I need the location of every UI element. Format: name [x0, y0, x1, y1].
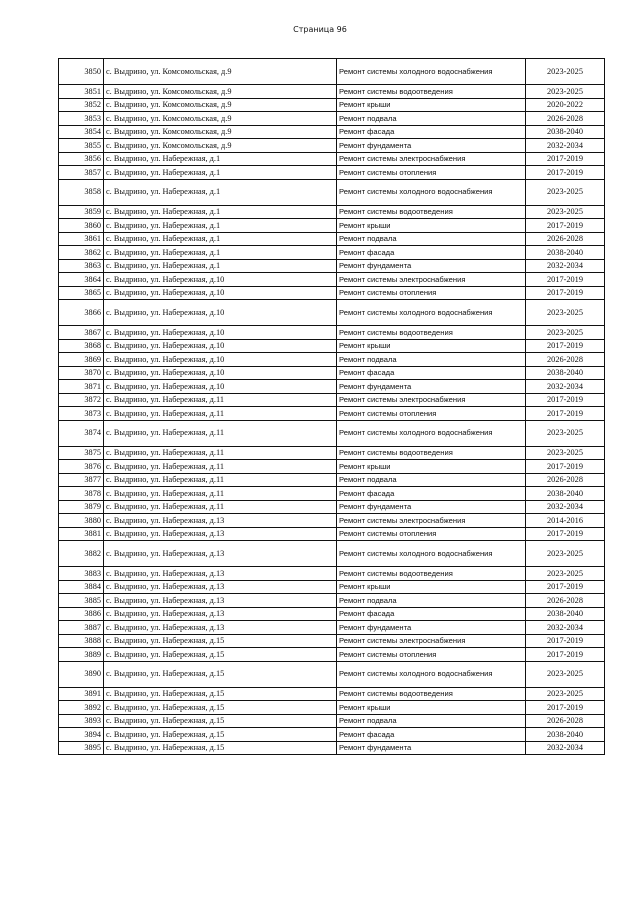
table-row — [59, 634, 605, 648]
row-number: 3894 — [59, 728, 104, 742]
row-number: 3878 — [59, 487, 104, 501]
row-number: 3876 — [59, 460, 104, 474]
work-type-cell: Ремонт системы водоотведения — [337, 85, 526, 99]
row-number: 3874 — [59, 420, 104, 446]
row-number: 3858 — [59, 179, 104, 205]
table-row — [59, 380, 605, 394]
row-number: 3871 — [59, 380, 104, 394]
row-number: 3890 — [59, 661, 104, 687]
period-cell: 2032-2034 — [526, 380, 605, 394]
row-number: 3886 — [59, 607, 104, 621]
address-cell: с. Выдрино, ул. Набережная, д.11 — [104, 446, 337, 460]
work-type-cell: Ремонт системы холодного водоснабжения — [337, 300, 526, 326]
period-cell: 2017-2019 — [526, 634, 605, 648]
row-number: 3860 — [59, 219, 104, 233]
work-type-cell: Ремонт системы водоотведения — [337, 687, 526, 701]
table-row — [59, 594, 605, 608]
work-type-cell: Ремонт подвала — [337, 594, 526, 608]
work-type-cell: Ремонт крыши — [337, 580, 526, 594]
period-cell: 2017-2019 — [526, 648, 605, 662]
work-type-cell: Ремонт крыши — [337, 339, 526, 353]
address-cell: с. Выдрино, ул. Набережная, д.1 — [104, 166, 337, 180]
table-row — [59, 339, 605, 353]
table-row — [59, 246, 605, 260]
period-cell: 2023-2025 — [526, 567, 605, 581]
address-cell: с. Выдрино, ул. Набережная, д.1 — [104, 259, 337, 273]
row-number: 3877 — [59, 473, 104, 487]
row-number: 3885 — [59, 594, 104, 608]
row-number: 3892 — [59, 701, 104, 715]
address-cell: с. Выдрино, ул. Набережная, д.13 — [104, 594, 337, 608]
work-type-cell: Ремонт системы холодного водоснабжения — [337, 179, 526, 205]
period-cell: 2017-2019 — [526, 527, 605, 541]
period-cell: 2023-2025 — [526, 687, 605, 701]
row-number: 3881 — [59, 527, 104, 541]
address-cell: с. Выдрино, ул. Набережная, д.1 — [104, 152, 337, 166]
address-cell: с. Выдрино, ул. Комсомольская, д.9 — [104, 98, 337, 112]
table-row — [59, 607, 605, 621]
table-row — [59, 152, 605, 166]
period-cell: 2023-2025 — [526, 541, 605, 567]
table-row — [59, 420, 605, 446]
table-row — [59, 125, 605, 139]
table-row — [59, 661, 605, 687]
address-cell: с. Выдрино, ул. Набережная, д.15 — [104, 728, 337, 742]
period-cell: 2023-2025 — [526, 300, 605, 326]
period-cell: 2032-2034 — [526, 139, 605, 153]
period-cell: 2038-2040 — [526, 487, 605, 501]
period-cell: 2017-2019 — [526, 580, 605, 594]
table-row — [59, 393, 605, 407]
table-row — [59, 541, 605, 567]
period-cell: 2017-2019 — [526, 701, 605, 715]
period-cell: 2023-2025 — [526, 661, 605, 687]
row-number: 3862 — [59, 246, 104, 260]
address-cell: с. Выдрино, ул. Набережная, д.10 — [104, 353, 337, 367]
table-row — [59, 98, 605, 112]
work-type-cell: Ремонт крыши — [337, 460, 526, 474]
work-type-cell: Ремонт крыши — [337, 219, 526, 233]
address-cell: с. Выдрино, ул. Набережная, д.10 — [104, 366, 337, 380]
row-number: 3856 — [59, 152, 104, 166]
work-type-cell: Ремонт подвала — [337, 714, 526, 728]
table-body — [59, 59, 605, 755]
row-number: 3887 — [59, 621, 104, 635]
address-cell: с. Выдрино, ул. Набережная, д.13 — [104, 607, 337, 621]
table-row — [59, 139, 605, 153]
address-cell: с. Выдрино, ул. Набережная, д.15 — [104, 634, 337, 648]
row-number: 3852 — [59, 98, 104, 112]
table-row — [59, 728, 605, 742]
table-row — [59, 232, 605, 246]
address-cell: с. Выдрино, ул. Набережная, д.15 — [104, 661, 337, 687]
work-type-cell: Ремонт системы холодного водоснабжения — [337, 661, 526, 687]
work-type-cell: Ремонт фундамента — [337, 259, 526, 273]
period-cell: 2038-2040 — [526, 246, 605, 260]
page-header: Страница 96 — [293, 25, 347, 34]
address-cell: с. Выдрино, ул. Набережная, д.15 — [104, 741, 337, 755]
address-cell: с. Выдрино, ул. Набережная, д.15 — [104, 648, 337, 662]
period-cell: 2023-2025 — [526, 326, 605, 340]
work-type-cell: Ремонт подвала — [337, 112, 526, 126]
period-cell: 2017-2019 — [526, 460, 605, 474]
table-row — [59, 460, 605, 474]
work-type-cell: Ремонт системы электроснабжения — [337, 514, 526, 528]
row-number: 3865 — [59, 286, 104, 300]
address-cell: с. Выдрино, ул. Набережная, д.11 — [104, 487, 337, 501]
period-cell: 2023-2025 — [526, 59, 605, 85]
period-cell: 2026-2028 — [526, 112, 605, 126]
period-cell: 2023-2025 — [526, 205, 605, 219]
period-cell: 2026-2028 — [526, 473, 605, 487]
table-row — [59, 514, 605, 528]
work-type-cell: Ремонт фундамента — [337, 621, 526, 635]
address-cell: с. Выдрино, ул. Набережная, д.13 — [104, 527, 337, 541]
period-cell: 2026-2028 — [526, 232, 605, 246]
table-row — [59, 353, 605, 367]
table-row — [59, 205, 605, 219]
work-type-cell: Ремонт системы электроснабжения — [337, 273, 526, 287]
period-cell: 2032-2034 — [526, 500, 605, 514]
work-type-cell: Ремонт системы отопления — [337, 648, 526, 662]
row-number: 3880 — [59, 514, 104, 528]
address-cell: с. Выдрино, ул. Набережная, д.10 — [104, 326, 337, 340]
work-type-cell: Ремонт фасада — [337, 607, 526, 621]
table-row — [59, 179, 605, 205]
table-row — [59, 85, 605, 99]
row-number: 3853 — [59, 112, 104, 126]
table-row — [59, 701, 605, 715]
table-row — [59, 580, 605, 594]
work-type-cell: Ремонт подвала — [337, 353, 526, 367]
table-row — [59, 366, 605, 380]
work-type-cell: Ремонт системы электроснабжения — [337, 393, 526, 407]
row-number: 3867 — [59, 326, 104, 340]
period-cell: 2017-2019 — [526, 273, 605, 287]
period-cell: 2038-2040 — [526, 125, 605, 139]
table-row — [59, 326, 605, 340]
period-cell: 2038-2040 — [526, 607, 605, 621]
period-cell: 2038-2040 — [526, 728, 605, 742]
row-number: 3888 — [59, 634, 104, 648]
address-cell: с. Выдрино, ул. Набережная, д.11 — [104, 393, 337, 407]
work-type-cell: Ремонт фасада — [337, 246, 526, 260]
period-cell: 2032-2034 — [526, 621, 605, 635]
table-row — [59, 714, 605, 728]
period-cell: 2017-2019 — [526, 393, 605, 407]
work-type-cell: Ремонт фундамента — [337, 380, 526, 394]
work-type-cell: Ремонт фундамента — [337, 500, 526, 514]
row-number: 3854 — [59, 125, 104, 139]
table-row — [59, 487, 605, 501]
row-number: 3864 — [59, 273, 104, 287]
row-number: 3895 — [59, 741, 104, 755]
period-cell: 2032-2034 — [526, 259, 605, 273]
period-cell: 2023-2025 — [526, 446, 605, 460]
table-row — [59, 648, 605, 662]
work-type-cell: Ремонт фундамента — [337, 139, 526, 153]
address-cell: с. Выдрино, ул. Набережная, д.10 — [104, 339, 337, 353]
address-cell: с. Выдрино, ул. Набережная, д.1 — [104, 246, 337, 260]
address-cell: с. Выдрино, ул. Набережная, д.10 — [104, 300, 337, 326]
address-cell: с. Выдрино, ул. Набережная, д.1 — [104, 179, 337, 205]
period-cell: 2023-2025 — [526, 420, 605, 446]
table-row — [59, 407, 605, 421]
work-type-cell: Ремонт системы холодного водоснабжения — [337, 59, 526, 85]
row-number: 3889 — [59, 648, 104, 662]
row-number: 3866 — [59, 300, 104, 326]
work-type-cell: Ремонт системы водоотведения — [337, 446, 526, 460]
table-row — [59, 166, 605, 180]
address-cell: с. Выдрино, ул. Набережная, д.1 — [104, 232, 337, 246]
row-number: 3879 — [59, 500, 104, 514]
work-type-cell: Ремонт системы электроснабжения — [337, 634, 526, 648]
table-row — [59, 621, 605, 635]
work-type-cell: Ремонт подвала — [337, 473, 526, 487]
period-cell: 2020-2022 — [526, 98, 605, 112]
period-cell: 2017-2019 — [526, 152, 605, 166]
address-cell: с. Выдрино, ул. Набережная, д.11 — [104, 460, 337, 474]
period-cell: 2023-2025 — [526, 179, 605, 205]
table-row — [59, 741, 605, 755]
address-cell: с. Выдрино, ул. Набережная, д.1 — [104, 205, 337, 219]
row-number: 3873 — [59, 407, 104, 421]
period-cell: 2026-2028 — [526, 594, 605, 608]
row-number: 3850 — [59, 59, 104, 85]
address-cell: с. Выдрино, ул. Набережная, д.13 — [104, 514, 337, 528]
table-row — [59, 219, 605, 233]
address-cell: с. Выдрино, ул. Набережная, д.11 — [104, 420, 337, 446]
period-cell: 2032-2034 — [526, 741, 605, 755]
table-row — [59, 59, 605, 85]
address-cell: с. Выдрино, ул. Набережная, д.1 — [104, 219, 337, 233]
address-cell: с. Выдрино, ул. Набережная, д.10 — [104, 273, 337, 287]
address-cell: с. Выдрино, ул. Набережная, д.15 — [104, 714, 337, 728]
work-type-cell: Ремонт системы холодного водоснабжения — [337, 420, 526, 446]
work-type-cell: Ремонт системы водоотведения — [337, 567, 526, 581]
work-type-cell: Ремонт системы отопления — [337, 407, 526, 421]
row-number: 3868 — [59, 339, 104, 353]
row-number: 3863 — [59, 259, 104, 273]
address-cell: с. Выдрино, ул. Набережная, д.13 — [104, 621, 337, 635]
address-cell: с. Выдрино, ул. Комсомольская, д.9 — [104, 112, 337, 126]
work-type-cell: Ремонт фундамента — [337, 741, 526, 755]
address-cell: с. Выдрино, ул. Набережная, д.13 — [104, 541, 337, 567]
row-number: 3882 — [59, 541, 104, 567]
table-row — [59, 273, 605, 287]
address-cell: с. Выдрино, ул. Набережная, д.10 — [104, 380, 337, 394]
address-cell: с. Выдрино, ул. Набережная, д.11 — [104, 473, 337, 487]
row-number: 3893 — [59, 714, 104, 728]
row-number: 3872 — [59, 393, 104, 407]
work-type-cell: Ремонт фасада — [337, 125, 526, 139]
work-type-cell: Ремонт фасада — [337, 728, 526, 742]
table-row — [59, 286, 605, 300]
address-cell: с. Выдрино, ул. Набережная, д.15 — [104, 701, 337, 715]
table-row — [59, 112, 605, 126]
address-cell: с. Выдрино, ул. Набережная, д.13 — [104, 567, 337, 581]
work-type-cell: Ремонт системы холодного водоснабжения — [337, 541, 526, 567]
period-cell: 2026-2028 — [526, 353, 605, 367]
period-cell: 2017-2019 — [526, 286, 605, 300]
address-cell: с. Выдрино, ул. Набережная, д.11 — [104, 500, 337, 514]
table-row — [59, 500, 605, 514]
period-cell: 2038-2040 — [526, 366, 605, 380]
row-number: 3869 — [59, 353, 104, 367]
address-cell: с. Выдрино, ул. Комсомольская, д.9 — [104, 139, 337, 153]
period-cell: 2017-2019 — [526, 166, 605, 180]
work-type-cell: Ремонт подвала — [337, 232, 526, 246]
work-type-cell: Ремонт системы электроснабжения — [337, 152, 526, 166]
period-cell: 2014-2016 — [526, 514, 605, 528]
address-cell: с. Выдрино, ул. Комсомольская, д.9 — [104, 125, 337, 139]
row-number: 3891 — [59, 687, 104, 701]
row-number: 3859 — [59, 205, 104, 219]
period-cell: 2017-2019 — [526, 219, 605, 233]
address-cell: с. Выдрино, ул. Комсомольская, д.9 — [104, 59, 337, 85]
row-number: 3851 — [59, 85, 104, 99]
table-row — [59, 259, 605, 273]
row-number: 3870 — [59, 366, 104, 380]
row-number: 3875 — [59, 446, 104, 460]
address-cell: с. Выдрино, ул. Комсомольская, д.9 — [104, 85, 337, 99]
work-type-cell: Ремонт системы отопления — [337, 166, 526, 180]
row-number: 3857 — [59, 166, 104, 180]
table-row — [59, 567, 605, 581]
work-type-cell: Ремонт системы отопления — [337, 286, 526, 300]
table-row — [59, 527, 605, 541]
address-cell: с. Выдрино, ул. Набережная, д.13 — [104, 580, 337, 594]
address-cell: с. Выдрино, ул. Набережная, д.15 — [104, 687, 337, 701]
period-cell: 2026-2028 — [526, 714, 605, 728]
row-number: 3861 — [59, 232, 104, 246]
period-cell: 2017-2019 — [526, 407, 605, 421]
period-cell: 2023-2025 — [526, 85, 605, 99]
work-type-cell: Ремонт фасада — [337, 366, 526, 380]
row-number: 3884 — [59, 580, 104, 594]
work-type-cell: Ремонт крыши — [337, 98, 526, 112]
row-number: 3855 — [59, 139, 104, 153]
address-cell: с. Выдрино, ул. Набережная, д.11 — [104, 407, 337, 421]
row-number: 3883 — [59, 567, 104, 581]
work-type-cell: Ремонт крыши — [337, 701, 526, 715]
work-type-cell: Ремонт фасада — [337, 487, 526, 501]
table-row — [59, 473, 605, 487]
table-row — [59, 300, 605, 326]
repair-schedule-table — [58, 58, 605, 755]
period-cell: 2017-2019 — [526, 339, 605, 353]
address-cell: с. Выдрино, ул. Набережная, д.10 — [104, 286, 337, 300]
table-row — [59, 687, 605, 701]
table-row — [59, 446, 605, 460]
work-type-cell: Ремонт системы водоотведения — [337, 326, 526, 340]
work-type-cell: Ремонт системы отопления — [337, 527, 526, 541]
work-type-cell: Ремонт системы водоотведения — [337, 205, 526, 219]
